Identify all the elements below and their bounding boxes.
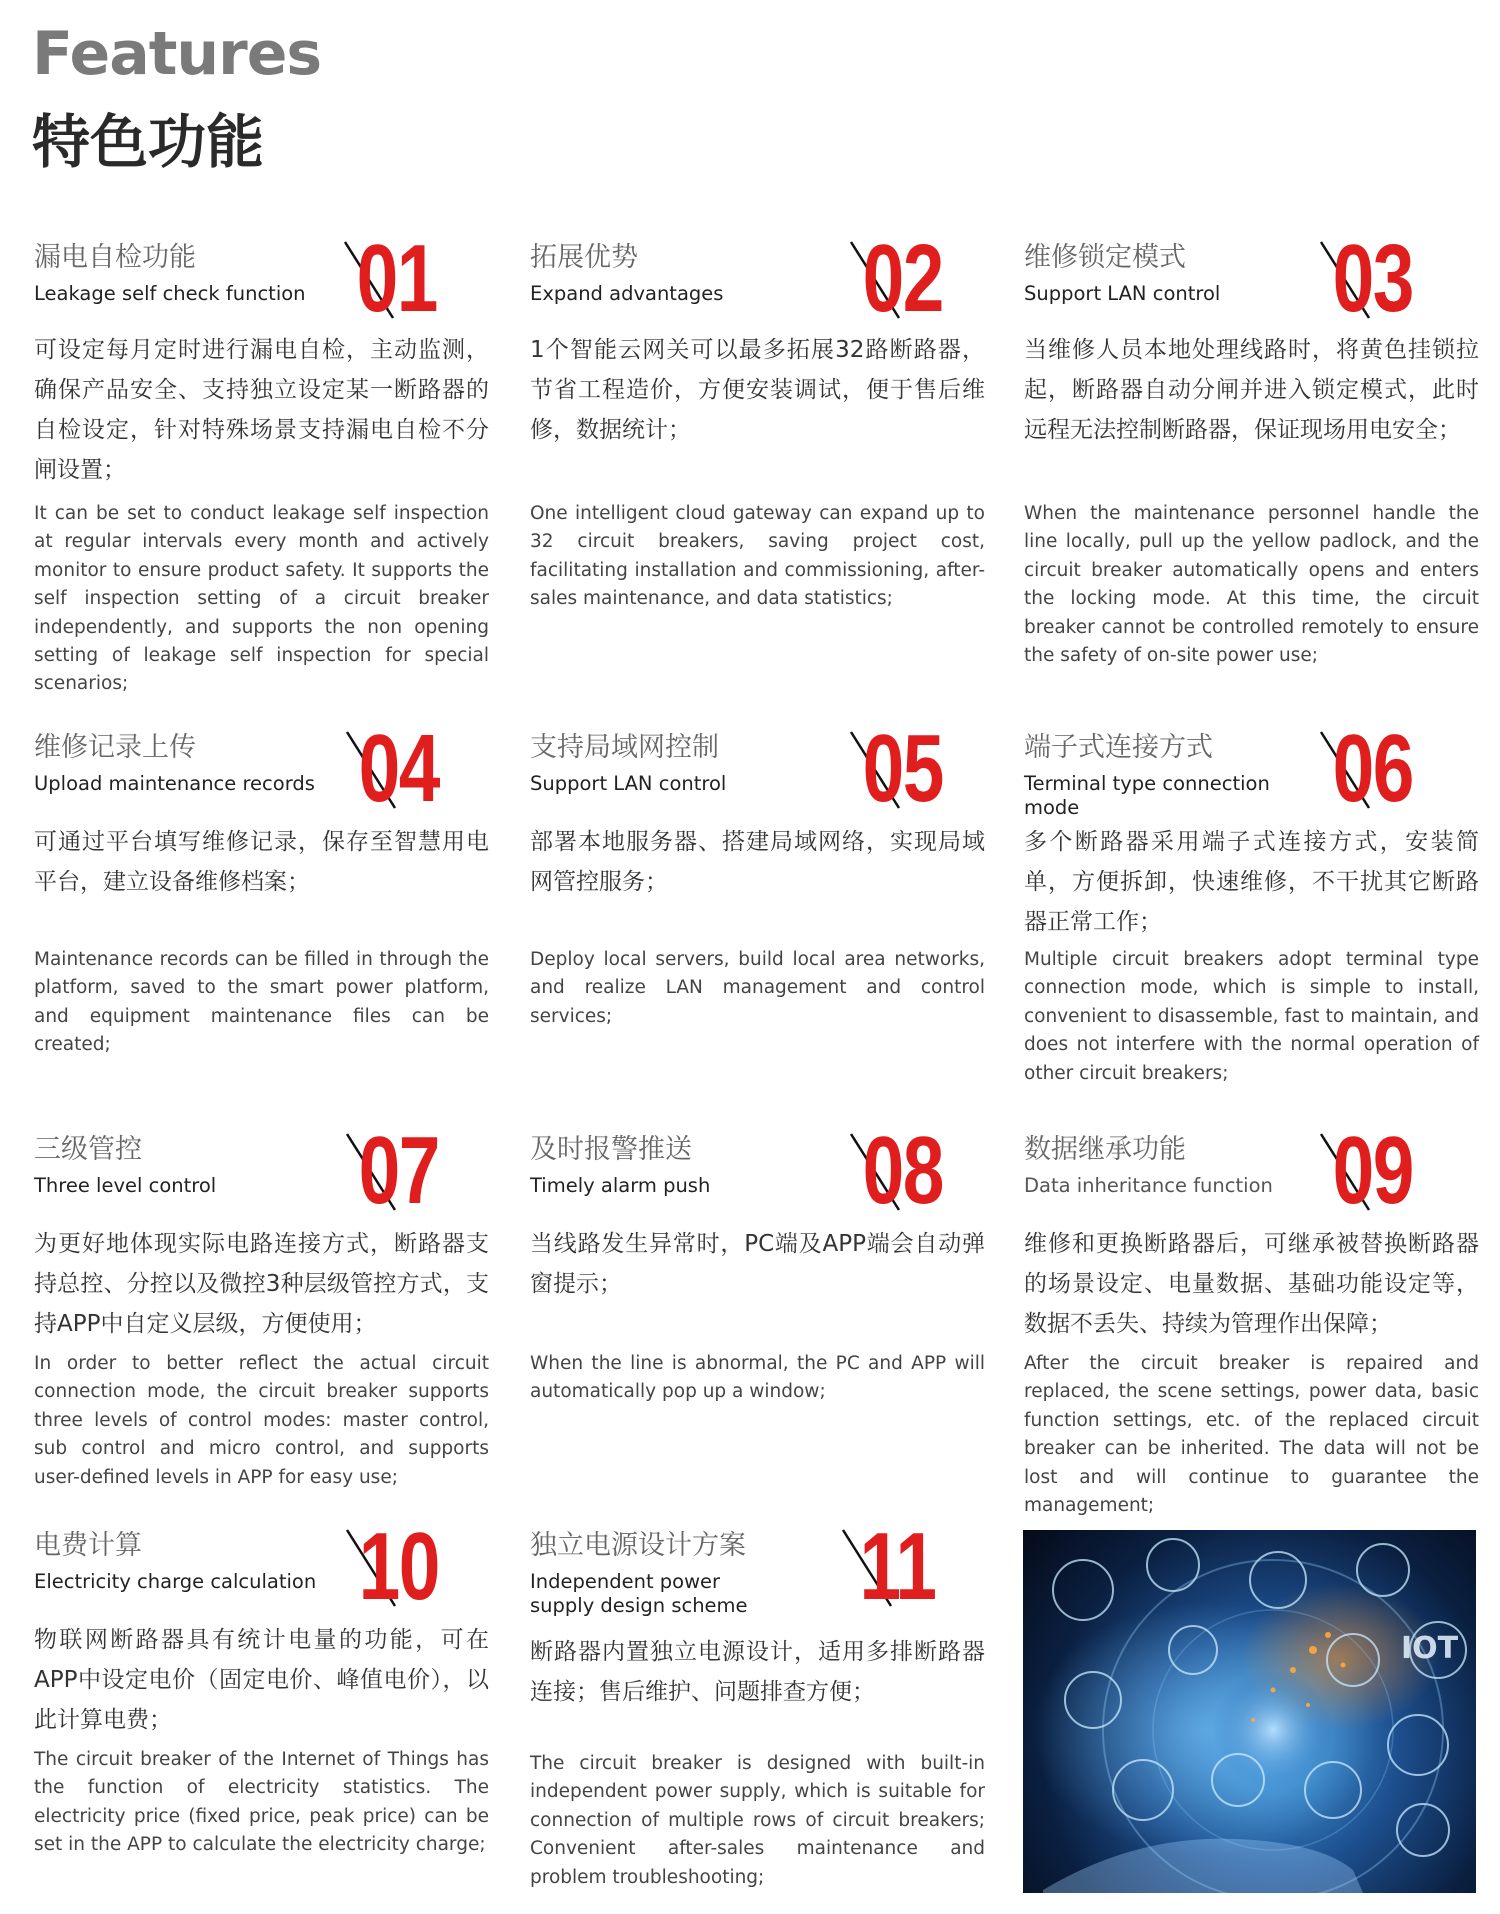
feature-desc-en: Maintenance records can be filled in through the platform, saved to the smart power platform, and equipment maintenance files can be created; <box>34 949 489 1056</box>
iot-badge-text: IOT <box>1401 1631 1459 1666</box>
feature-title-cn: 拓展优势 <box>530 242 638 273</box>
feature-number-badge <box>345 225 437 332</box>
feature-desc-en: One intelligent cloud gateway can expand up to 32 circuit breakers, saving project cost, facilitating installation and commissioning, after-sales maintenance, and data statistics; <box>530 503 985 610</box>
feature-title-cn: 漏电自检功能 <box>34 242 196 273</box>
feature-title-cn: 支持局域网控制 <box>530 732 719 763</box>
feature-number-badge <box>347 715 439 822</box>
feature-number: 06 <box>1332 715 1413 822</box>
feature-desc-en: After the circuit breaker is repaired and replaced, the scene settings, power data, basic function settings, etc. of the replaced circuit breaker can be inherited. The data will not be lost and will continue to guarantee the management; <box>1024 1353 1479 1517</box>
feature-number-badge <box>851 225 943 332</box>
feature-desc-cn: 多个断路器采用端子式连接方式，安装简单，方便拆卸，快速维修，不干扰其它断路器正常工作； <box>1024 829 1479 935</box>
feature-title-en: Three level control <box>34 1174 217 1197</box>
feature-desc-cn: 部署本地服务器、搭建局域网络，实现局域网管控服务； <box>530 829 985 895</box>
feature-title-en: Electricity charge calculation <box>34 1570 317 1593</box>
feature-title-en: Independent power supply design scheme <box>530 1570 748 1617</box>
features-heading-en: Features <box>32 19 322 89</box>
feature-number: 03 <box>1332 225 1413 332</box>
feature-number: 07 <box>358 1117 439 1224</box>
feature-title-en: Leakage self check function <box>34 282 306 305</box>
feature-title-cn: 维修记录上传 <box>34 732 196 763</box>
feature-number-badge <box>1321 715 1413 822</box>
feature-number-badge <box>851 1117 943 1224</box>
feature-desc-cn: 物联网断路器具有统计电量的功能，可在APP中设定电价（固定电价、峰值电价），以此计算电费； <box>34 1627 489 1733</box>
feature-desc-en: When the line is abnormal, the PC and APP will automatically pop up a window; <box>530 1353 985 1403</box>
feature-title-en: Support LAN control <box>530 772 727 795</box>
iot-globe-graphic <box>1023 1530 1476 1893</box>
feature-title-cn: 及时报警推送 <box>530 1134 692 1165</box>
feature-desc-cn: 可通过平台填写维修记录，保存至智慧用电平台，建立设备维修档案； <box>34 829 489 895</box>
feature-desc-en: The circuit breaker of the Internet of Things has the function of electricity statistics. The electricity price (fixed price, peak price) can be set in the APP to calculate the electricity charge; <box>34 1749 489 1856</box>
feature-number: 01 <box>356 225 437 332</box>
feature-title-cn: 端子式连接方式 <box>1024 732 1213 763</box>
feature-desc-en: The circuit breaker is designed with built-in independent power supply, which is suitable for connection of multiple rows of circuit breakers; Convenient after-sales maintenance and problem troubleshooting; <box>530 1753 985 1888</box>
feature-number-badge <box>1321 1117 1413 1224</box>
feature-title-en: Terminal type connection mode <box>1024 772 1270 819</box>
feature-desc-cn: 维修和更换断路器后，可继承被替换断路器的场景设定、电量数据、基础功能设定等，数据不丢失、持续为管理作出保障； <box>1024 1231 1479 1337</box>
feature-desc-cn: 1个智能云网关可以最多拓展32路断路器，节省工程造价，方便安装调试，便于售后维修，数据统计； <box>530 337 985 443</box>
feature-desc-cn: 为更好地体现实际电路连接方式，断路器支持总控、分控以及微控3种层级管控方式，支持APP中自定义层级，方便使用； <box>34 1231 489 1337</box>
feature-title-en: Upload maintenance records <box>34 772 315 795</box>
feature-title-cn: 三级管控 <box>34 1134 142 1165</box>
feature-title-cn: 独立电源设计方案 <box>530 1530 746 1561</box>
feature-desc-cn: 断路器内置独立电源设计，适用多排断路器连接；售后维护、问题排查方便； <box>530 1639 985 1705</box>
feature-number-badge <box>1321 225 1413 332</box>
feature-number-badge <box>851 715 943 822</box>
feature-number: 10 <box>358 1513 439 1620</box>
feature-number-badge <box>347 1117 439 1224</box>
features-heading-cn: 特色功能 <box>32 108 265 176</box>
feature-desc-cn: 当维修人员本地处理线路时，将黄色挂锁拉起，断路器自动分闸并进入锁定模式，此时远程无法控制断路器，保证现场用电安全； <box>1024 337 1479 443</box>
feature-title-en: Data inheritance function <box>1024 1174 1273 1197</box>
feature-desc-en: It can be set to conduct leakage self inspection at regular intervals every month and actively monitor to ensure product safety. It supports the self inspection setting of a circuit breaker independently, and supports the non opening setting of leakage self inspection for special scenarios; <box>34 503 489 695</box>
feature-number: 05 <box>862 715 943 822</box>
feature-desc-cn: 当线路发生异常时，PC端及APP端会自动弹窗提示； <box>530 1231 985 1297</box>
feature-number: 04 <box>358 715 439 822</box>
feature-desc-en: Deploy local servers, build local area networks, and realize LAN management and control services; <box>530 949 985 1027</box>
feature-number-badge <box>843 1513 935 1620</box>
feature-desc-en: Multiple circuit breakers adopt terminal type connection mode, which is simple to install, convenient to disassemble, fast to maintain, and does not interfere with the normal operation of other circuit breakers; <box>1024 949 1479 1084</box>
feature-number: 09 <box>1332 1117 1413 1224</box>
feature-title-en: Timely alarm push <box>530 1174 711 1197</box>
feature-number: 08 <box>862 1117 943 1224</box>
iot-illustration <box>1023 1530 1476 1893</box>
feature-desc-en: In order to better reflect the actual circuit connection mode, the circuit breaker supports three levels of control modes: master control, sub control and micro control, and supports user-defined levels in APP for easy use; <box>34 1353 489 1488</box>
feature-title-cn: 维修锁定模式 <box>1024 242 1186 273</box>
feature-title-cn: 电费计算 <box>34 1530 142 1561</box>
feature-title-cn: 数据继承功能 <box>1024 1134 1186 1165</box>
feature-desc-cn: 可设定每月定时进行漏电自检，主动监测，确保产品安全、支持独立设定某一断路器的自检设定，针对特殊场景支持漏电自检不分闸设置； <box>34 337 489 483</box>
feature-title-en: Support LAN control <box>1024 282 1221 305</box>
feature-number: 11 <box>858 1513 935 1620</box>
feature-number-badge <box>347 1513 439 1620</box>
feature-title-en: Expand advantages <box>530 282 724 305</box>
feature-desc-en: When the maintenance personnel handle the line locally, pull up the yellow padlock, and the circuit breaker automatically opens and enters the locking mode. At this time, the circuit breaker cannot be controlled remotely to ensure the safety of on-site power use; <box>1024 503 1479 667</box>
feature-number: 02 <box>862 225 943 332</box>
